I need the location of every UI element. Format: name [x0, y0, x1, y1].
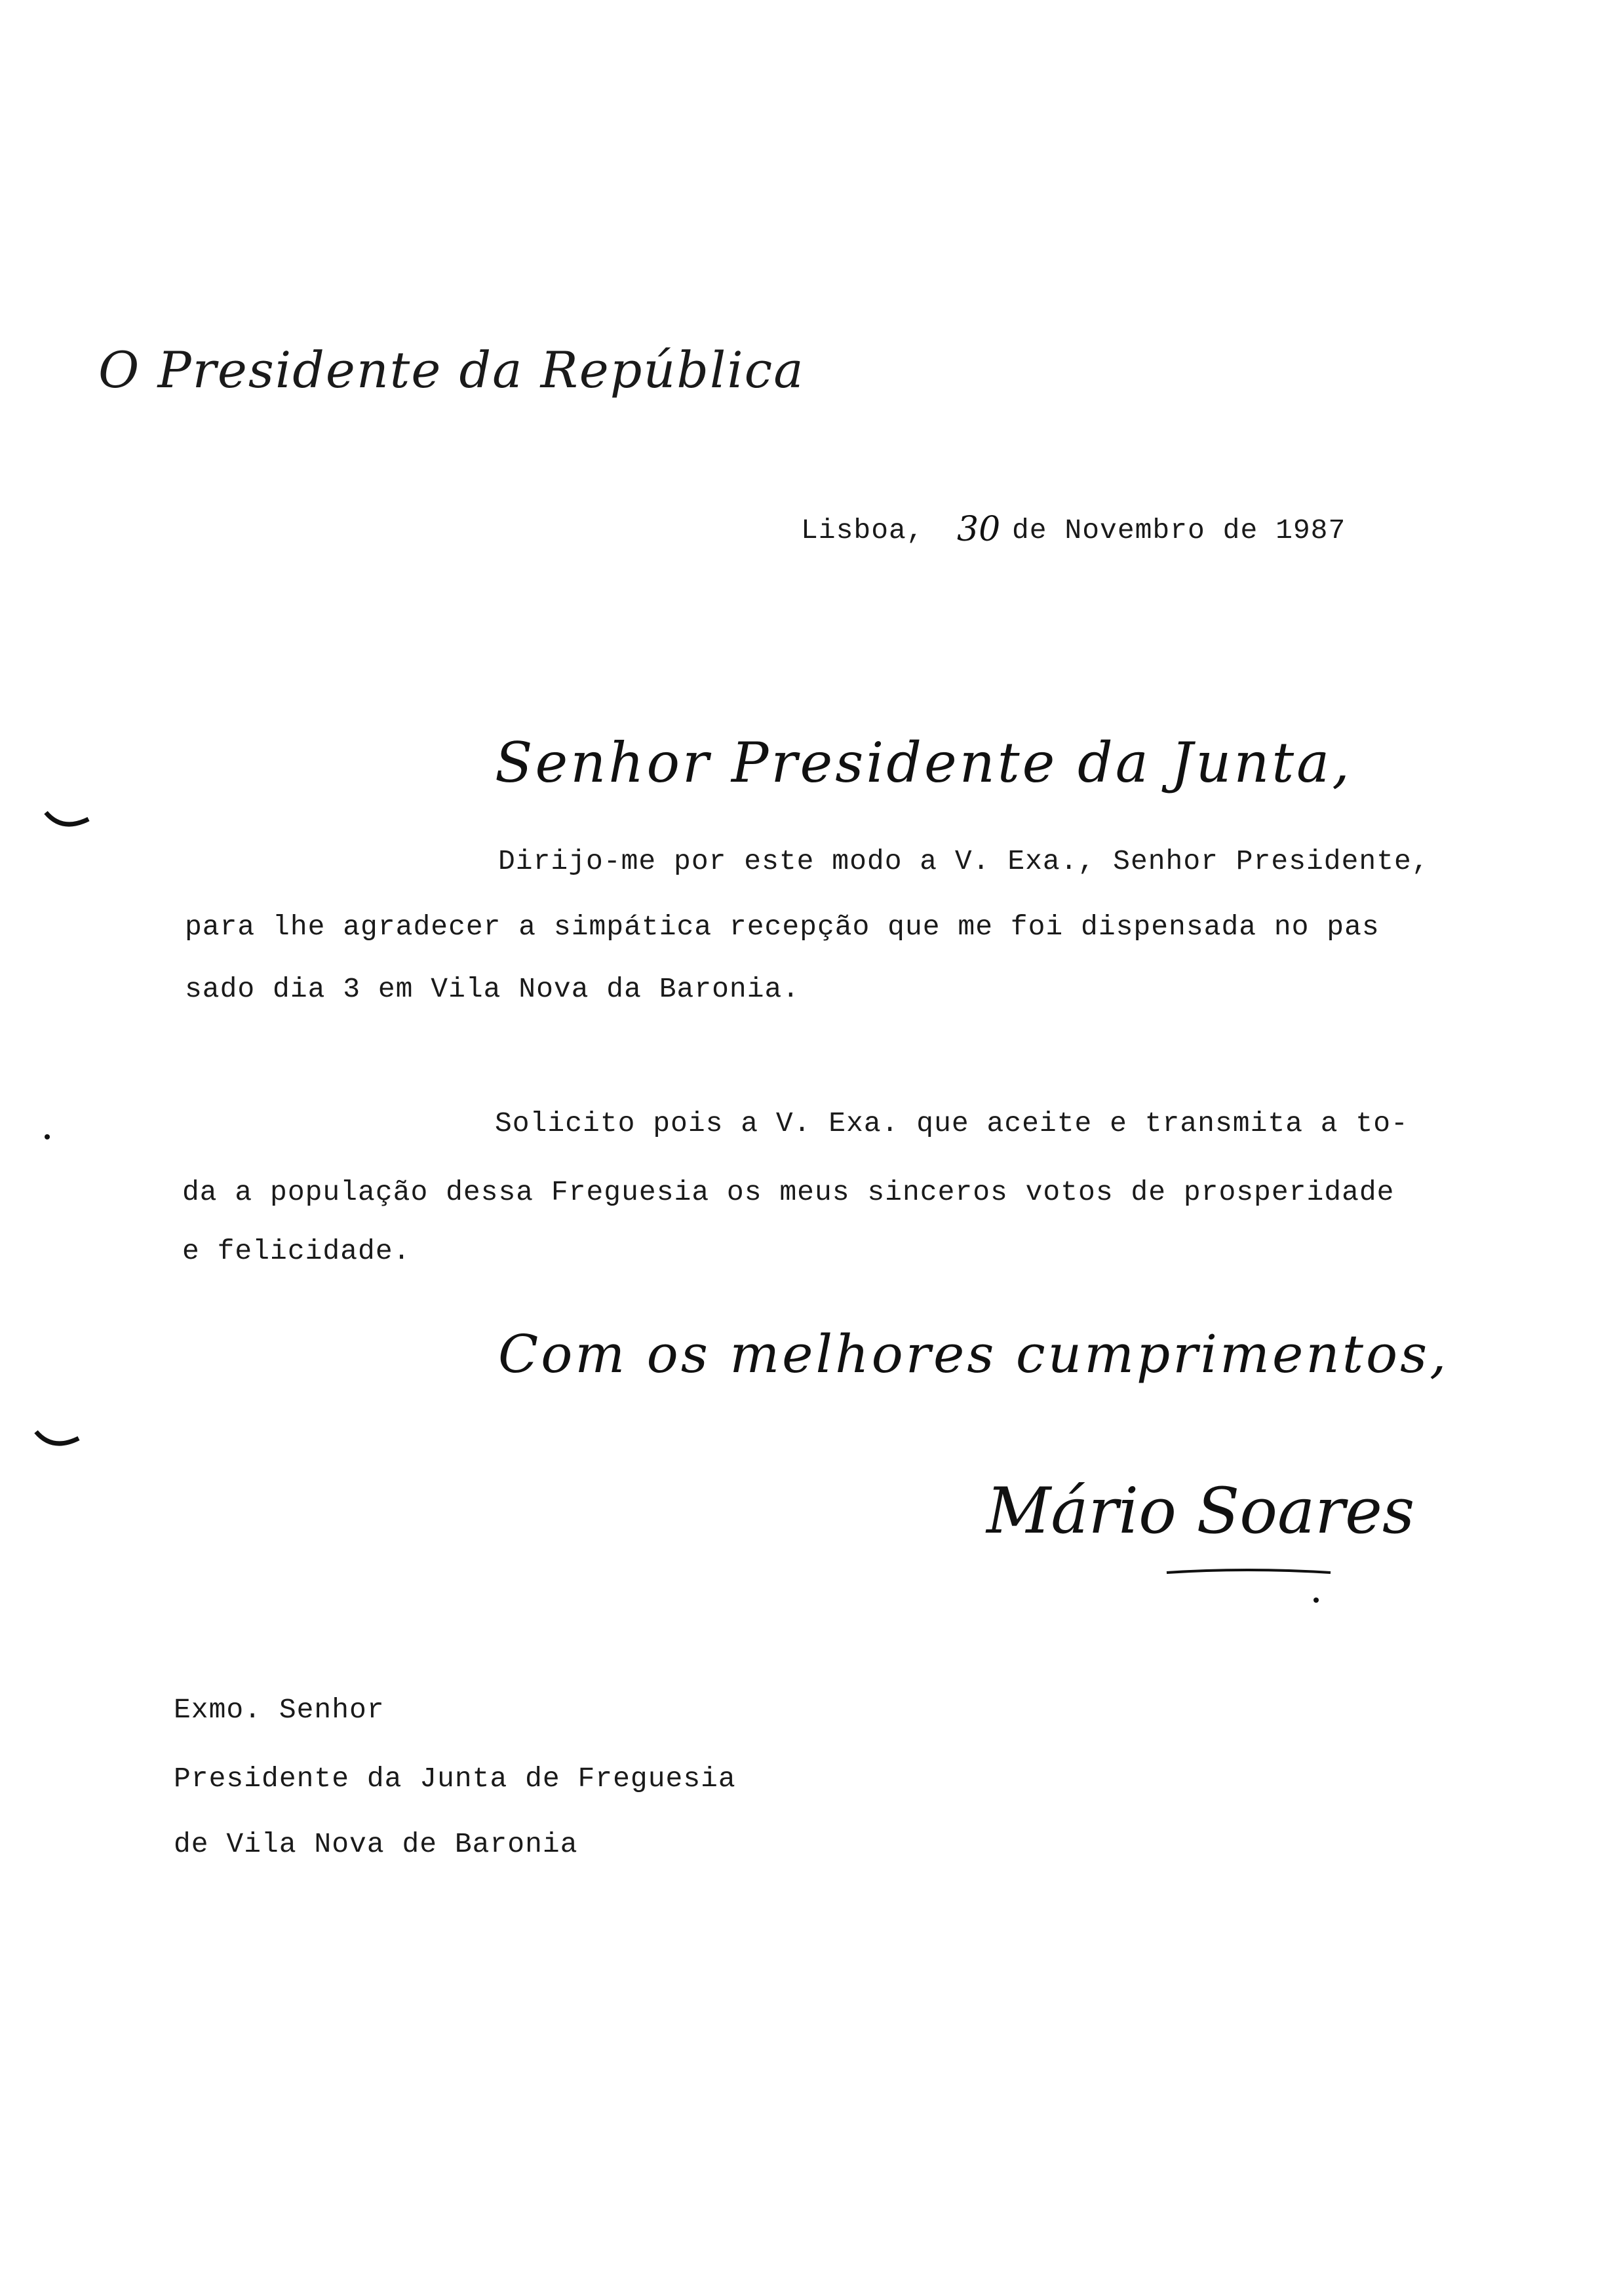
- addressee-line3: de Vila Nova de Baronia: [174, 1828, 578, 1860]
- signature: Mário Soares: [986, 1474, 1415, 1548]
- salutation-handwritten: Senhor Presidente da Junta,: [495, 731, 1352, 795]
- closing-handwritten: Com os melhores cumprimentos,: [498, 1324, 1449, 1385]
- body-p2-line3: e felicidade.: [182, 1235, 411, 1267]
- body-p2-line1: Solicito pois a V. Exa. que aceite e transmita a to-: [495, 1107, 1409, 1139]
- addressee-line2: Presidente da Junta de Freguesia: [174, 1763, 736, 1795]
- punch-mark-top: [46, 813, 88, 824]
- body-p1-line3: sado dia 3 em Vila Nova da Baronia.: [185, 973, 800, 1005]
- dateline-day-handwritten: 30: [957, 510, 1001, 549]
- body-p1-line2: para lhe agradecer a simpática recepção que me foi dispensada no pas: [185, 911, 1380, 943]
- margin-dot: [45, 1134, 50, 1139]
- dateline-month-year: de Novembro de 1987: [1012, 514, 1346, 546]
- body-p1-line1: Dirijo-me por este modo a V. Exa., Senhor Presidente,: [498, 845, 1430, 877]
- punch-mark-bottom: [36, 1432, 79, 1444]
- dateline-place: Lisboa,: [801, 514, 924, 546]
- addressee-line1: Exmo. Senhor: [174, 1694, 385, 1726]
- body-p2-line2: da a população dessa Freguesia os meus sinceros votos de prosperidade: [182, 1176, 1395, 1208]
- letterhead: O Presidente da República: [98, 341, 805, 399]
